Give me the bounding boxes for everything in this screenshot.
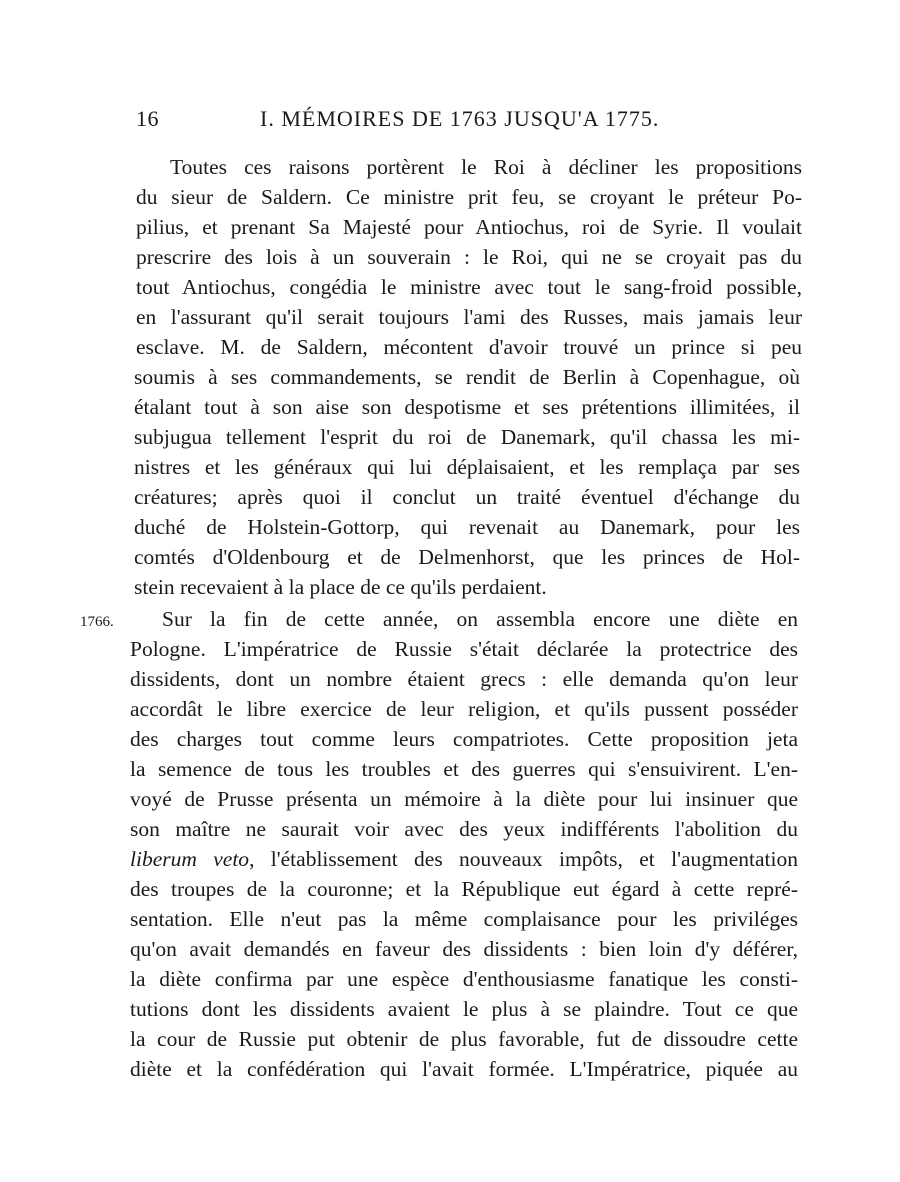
page-number: 16 [136, 106, 159, 131]
running-head: I. MÉMOIRES DE 1763 JUSQU'A 1775. [260, 106, 660, 131]
text-line: des charges tout comme leurs compatriotes. Cette proposition jeta [130, 727, 798, 751]
text-span: , l'établissement des nouveaux impôts, et l'augmentation [249, 847, 798, 871]
text-line: tutions dont les dissidents avaient le plus à se plaindre. Tout ce que [130, 997, 798, 1021]
page-header [136, 106, 796, 140]
text-line [130, 844, 798, 874]
text-line: accordât le libre exercice de leur religion, et qu'ils pussent posséder [130, 697, 798, 721]
text-line: subjugua tellement l'esprit du roi de Danemark, qu'il chassa les mi- [134, 425, 800, 449]
text-line: créatures; après quoi il conclut un traité éventuel d'échange du [134, 485, 800, 509]
text-line: la cour de Russie put obtenir de plus favorable, fut de dissoudre cette [130, 1027, 798, 1051]
text-line: nistres et les généraux qui lui déplaisaient, et les remplaça par ses [134, 455, 800, 479]
text-line: du sieur de Saldern. Ce ministre prit feu, se croyant le préteur Po- [136, 185, 802, 209]
text-line: son maître ne saurait voir avec des yeux indifférents l'abolition du [130, 817, 798, 841]
text-line: dissidents, dont un nombre étaient grecs : elle demanda qu'on leur [130, 667, 798, 691]
text-line: esclave. M. de Saldern, mécontent d'avoir trouvé un prince si peu [136, 335, 802, 359]
text-line: soumis à ses commandements, se rendit de Berlin à Copenhague, où [134, 365, 800, 389]
text-line: en l'assurant qu'il serait toujours l'ami des Russes, mais jamais leur [136, 305, 802, 329]
text-line: sentation. Elle n'eut pas la même complaisance pour les priviléges [130, 907, 798, 931]
text-line: duché de Holstein-Gottorp, qui revenait au Danemark, pour les [134, 515, 800, 539]
text-line: Pologne. L'impératrice de Russie s'était déclarée la protectrice des [130, 637, 798, 661]
text-line: la semence de tous les troubles et des guerres qui s'ensuivirent. L'en- [130, 757, 798, 781]
margin-year-note: 1766. [80, 614, 114, 630]
text-line: Toutes ces raisons portèrent le Roi à décliner les propositions [170, 155, 802, 179]
text-line: voyé de Prusse présenta un mémoire à la diète pour lui insinuer que [130, 787, 798, 811]
text-line: la diète confirma par une espèce d'enthousiasme fanatique les consti- [130, 967, 798, 991]
text-line: comtés d'Oldenbourg et de Delmenhorst, que les princes de Hol- [134, 545, 800, 569]
text-line: qu'on avait demandés en faveur des dissidents : bien loin d'y déférer, [130, 937, 798, 961]
text-line: étalant tout à son aise son despotisme et ses prétentions illimitées, il [134, 395, 800, 419]
text-line: Sur la fin de cette année, on assembla encore une diète en [162, 607, 798, 631]
text-line: prescrire des lois à un souverain : le Roi, qui ne se croyait pas du [136, 245, 802, 269]
text-line: stein recevaient à la place de ce qu'ils perdaient. [134, 575, 547, 599]
italic-text: liberum veto [130, 847, 250, 871]
text-line: tout Antiochus, congédia le ministre avec tout le sang-froid possible, [136, 275, 802, 299]
text-line: des troupes de la couronne; et la République eut égard à cette repré- [130, 877, 798, 901]
text-line: diète et la confédération qui l'avait formée. L'Impératrice, piquée au [130, 1057, 798, 1081]
text-line: pilius, et prenant Sa Majesté pour Antiochus, roi de Syrie. Il voulait [136, 215, 802, 239]
